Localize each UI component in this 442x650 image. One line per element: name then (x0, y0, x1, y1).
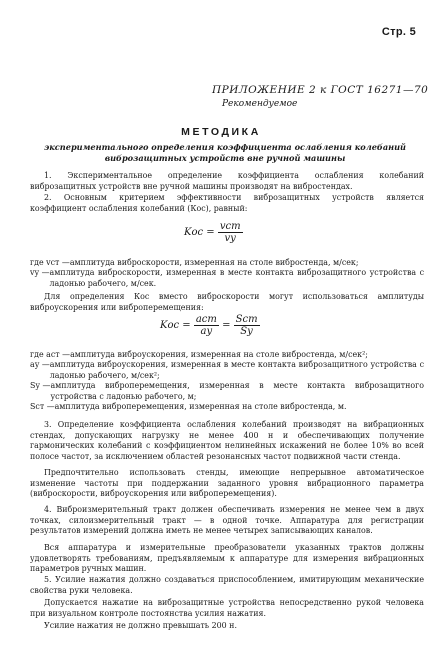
paragraph-9: Допускается нажатие на виброзащитные устройства непосредственно рукой человека при визуальном контроле постоянства усилия нажатия. (30, 598, 424, 618)
method-subtitle (30, 142, 420, 164)
method-subtitle-line-2: виброзащитных устройств вне ручной машины (104, 153, 346, 163)
definitions-acceleration (30, 350, 424, 412)
paragraph-3: Для определения Кос вместо виброскорости могут использоваться амплитуды виброускорения или виброперемещения: (30, 292, 424, 312)
definition-text: амплитуда виброскорости, измеренная на столе вибростенда, м/сек; (69, 258, 359, 267)
definition-row (30, 258, 424, 268)
formula-acceleration (160, 314, 260, 337)
formula-velocity-denominator: vу (224, 233, 236, 244)
method-title: МЕТОДИКА (181, 126, 261, 138)
definition-symbol: Sст — (30, 402, 55, 412)
paragraph-2: 2. Основным критерием эффективности виброзащитных устройств является коэффициент ослабления колебаний (Кос), равный: (30, 193, 424, 213)
definition-text: амплитуда виброперемещения, измеренная в месте контакта виброзащитного устройства с ладонью рабочего, м; (50, 381, 424, 401)
formula-acceleration-denominator-1: aу (200, 326, 213, 337)
definition-text: амплитуда виброускорения, измеренная на столе вибростенда, м/сек²; (70, 350, 368, 359)
method-subtitle-line-1: экспериментального определения коэффициента ослабления колебаний (43, 142, 407, 152)
page-number: Стр. 5 (381, 26, 416, 38)
definition-row (30, 402, 424, 412)
paragraph-10: Усилие нажатия не должно превышать 200 н. (44, 621, 237, 630)
definition-row (30, 360, 424, 381)
formula-velocity-lhs: Kос = (184, 227, 215, 238)
definition-symbol: где aст — (30, 350, 71, 359)
formula-velocity-fraction (218, 221, 243, 244)
definition-text: амплитуда виброперемещения, измеренная на столе вибростенда, м. (54, 402, 347, 412)
definition-row (30, 350, 424, 360)
definition-text: амплитуда виброскорости, измеренная в месте контакта виброзащитного устройства с ладонью рабочего, м/сек. (49, 268, 424, 288)
definition-row (30, 268, 424, 289)
definition-row (30, 381, 424, 402)
appendix-note: Рекомендуемое (222, 99, 298, 109)
paragraph-8: 5. Усилие нажатия должно создаваться приспособлением, имитирующим механические свойства руки человека. (30, 575, 424, 595)
definition-symbol: vу — (30, 268, 50, 278)
formula-velocity-numerator: vст (219, 221, 241, 232)
definition-text: амплитуда виброускорения, измеренная в месте контакта виброзащитного устройства с ладонью рабочего, м/сек²; (49, 360, 424, 380)
definitions-velocity (30, 258, 424, 289)
formula-acceleration-denominator-2: Sу (240, 326, 253, 337)
formula-acceleration-fraction-1 (194, 314, 219, 337)
paragraph-4: 3. Определение коэффициента ослабления колебаний производят на вибрационных стендах, допускающих нагрузку не менее 400 н и обеспечивающих получение гармонических колебаний с коэффициентом нелинейных искажений не более 10% во всей полосе частот, за исключением областей резонансных частот подвижной части стенда. (30, 420, 424, 461)
appendix-title: ПРИЛОЖЕНИЕ 2 к ГОСТ 16271—70 (212, 84, 429, 96)
paragraph-5: Предпочтительно использовать стенды, имеющие непрерывное автоматическое изменение частоты при поддержании заданного уровня вибрационного параметра (виброскорости, виброускорения или виброперемещения). (30, 468, 424, 499)
paragraph-1: 1. Экспериментальное определение коэффициента ослабления колебаний виброзащитных устройств вне ручной машины производят на вибростендах. (30, 171, 424, 191)
definition-symbol: aу — (30, 360, 50, 370)
definition-symbol: где vст — (30, 258, 70, 267)
formula-velocity (184, 221, 243, 244)
formula-acceleration-numerator-2: Sст (235, 314, 258, 325)
formula-acceleration-numerator-1: aст (195, 314, 217, 325)
paragraph-7: Вся аппаратура и измерительные преобразователи указанных трактов должны удовлетворять требованиям, предъявляемым к аппаратуре для измерения вибрационных параметров ручных машин. (30, 543, 424, 574)
formula-acceleration-equals: = (222, 320, 231, 331)
definition-symbol: Sу — (30, 381, 51, 391)
formula-acceleration-fraction-2 (234, 314, 260, 337)
formula-acceleration-lhs: Kос = (160, 320, 191, 331)
paragraph-6: 4. Виброизмерительный тракт должен обеспечивать измерения не менее чем в двух точках, силоизмерительный тракт — в одной точке. Аппаратура для регистрации результатов измерений должна иметь не менее четырех записывающих каналов. (30, 505, 424, 536)
